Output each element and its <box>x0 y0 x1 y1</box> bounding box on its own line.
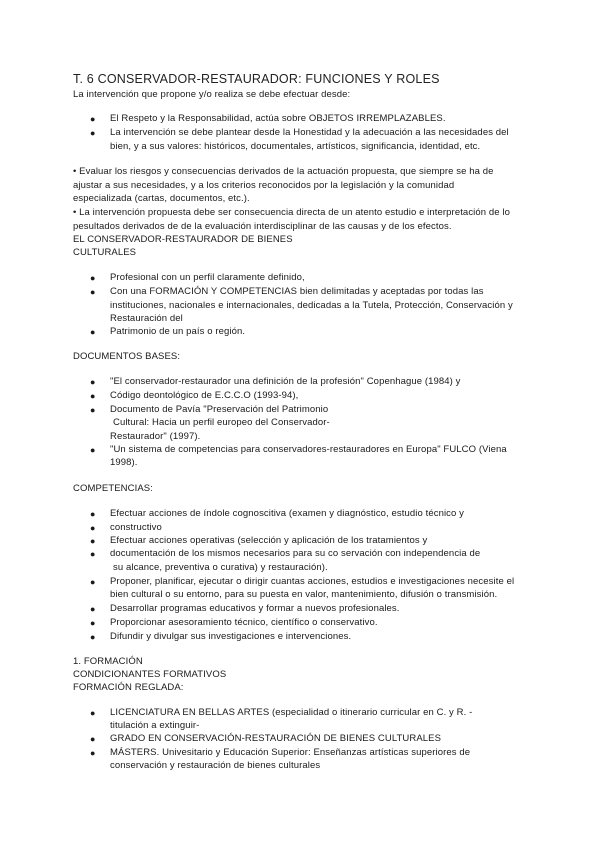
bullet-icon: ● <box>90 405 96 415</box>
section-heading: EL CONSERVADOR-RESTAURADOR DE BIENES <box>73 234 293 245</box>
list-item: El Respeto y la Responsabilidad, actúa sobre OBJETOS IRREMPLAZABLES. <box>110 113 446 124</box>
section-heading: DOCUMENTOS BASES: <box>73 351 181 362</box>
list-item: documentación de los mismos necesarios para su co servación con independencia de <box>110 548 481 559</box>
list-item: Cultural: Hacia un perfil europeo del Conservador- <box>113 417 330 428</box>
list-item: Efectuar acciones operativas (selección y aplicación de los tratamientos y <box>110 535 428 546</box>
list-item: Efectuar acciones de índole cognoscitiva (examen y diagnóstico, estudio técnico y <box>110 508 464 519</box>
bullet-icon: ● <box>90 128 96 138</box>
bullet-icon: ● <box>90 114 96 124</box>
bullet-icon: ● <box>90 708 96 718</box>
bullet-icon: ● <box>90 604 96 614</box>
list-item: 1998). <box>110 457 138 468</box>
bullet-icon: ● <box>90 536 96 546</box>
bullet-icon: ● <box>90 377 96 387</box>
bullet-icon: ● <box>90 734 96 744</box>
bullet-icon: ● <box>90 273 96 283</box>
bullet-icon: ● <box>90 748 96 758</box>
list-item: Profesional con un perfil claramente definido, <box>110 272 305 283</box>
list-item: bien, y a sus valores: históricos, documentales, artísticos, significancia, identidad, etc. <box>110 141 481 152</box>
bullet-icon: ● <box>90 391 96 401</box>
section-heading: COMPETENCIAS: <box>73 483 153 494</box>
section-heading: 1. FORMACIÓN <box>73 656 143 667</box>
section-heading: CONDICIONANTES FORMATIVOS <box>73 669 227 680</box>
list-item: "Un sistema de competencias para conservadores-restauradores en Europa" FULCO (Viena <box>110 444 507 455</box>
list-item: bien cultural o su entorno, para su puesta en valor, mantenimiento, difusión o transmisión. <box>110 589 498 600</box>
bullet-icon: ● <box>90 523 96 533</box>
list-item: "El conservador-restaurador una definición de la profesión" Copenhague (1984) y <box>110 376 461 387</box>
list-item: Proporcionar asesoramiento técnico, científico o conservativo. <box>110 617 378 628</box>
bullet-icon: ● <box>90 445 96 455</box>
bullet-icon: ● <box>90 632 96 642</box>
bullet-icon: ● <box>90 577 96 587</box>
list-item: instituciones, nacionales e internacionales, dedicadas a la Tutela, Protección, Conservación y <box>110 300 513 311</box>
intro-text: La intervención que propone y/o realiza se debe efectuar desde: <box>73 89 351 100</box>
paragraph-line: ajustar a sus necesidades, y a los criterios reconocidos por la legislación y la comunidad <box>73 180 455 191</box>
bullet-icon: ● <box>90 509 96 519</box>
section-heading: FORMACIÓN REGLADA: <box>73 682 184 693</box>
list-item: Proponer, planificar, ejecutar o dirigir cuantas acciones, estudios e investigaciones necesite el <box>110 576 515 587</box>
list-item: La intervención se debe plantear desde la Honestidad y la adecuación a las necesidades del <box>110 127 509 138</box>
list-item: Con una FORMACIÓN Y COMPETENCIAS bien delimitadas y aceptadas por todas las <box>110 286 484 297</box>
list-item: GRADO EN CONSERVACIÓN-RESTAURACIÓN DE BIENES CULTURALES <box>110 733 442 744</box>
list-item: conservación y restauración de bienes culturales <box>110 760 321 771</box>
paragraph-line: • Evaluar los riesgos y consecuencias derivados de la actuación propuesta, que siempre se ha de <box>73 166 494 177</box>
bullet-icon: ● <box>90 618 96 628</box>
paragraph-line: pesultados derivados de de la evaluación interdisciplinar de las causas y de los efectos. <box>73 221 452 232</box>
list-item: Código deontológico de E.C.C.O (1993-94), <box>110 390 299 401</box>
list-item: Restauración del <box>110 313 183 324</box>
paragraph-line: • La intervención propuesta debe ser consecuencia directa de un atento estudio e interpretación de lo <box>73 207 510 218</box>
paragraph-line: especializada (cartas, documentos, etc.). <box>73 193 250 204</box>
bullet-icon: ● <box>90 549 96 559</box>
list-item: Difundir y divulgar sus investigaciones e intervenciones. <box>110 631 352 642</box>
page-title: T. 6 CONSERVADOR-RESTAURADOR: FUNCIONES Y ROLES <box>73 72 440 86</box>
section-heading: CULTURALES <box>73 247 137 258</box>
list-item: constructivo <box>110 522 162 533</box>
bullet-icon: ● <box>90 287 96 297</box>
list-item: LICENCIATURA EN BELLAS ARTES (especialidad o itinerario curricular en C. y R. - <box>110 707 473 718</box>
list-item: Patrimonio de un país o región. <box>110 326 246 337</box>
list-item: MÁSTERS. Univesitario y Educación Superior: Enseñanzas artísticas superiores de <box>110 747 471 758</box>
bullet-icon: ● <box>90 327 96 337</box>
list-item: Documento de Pavía "Preservación del Patrimonio <box>110 404 329 415</box>
list-item: su alcance, preventiva o curativa) y restauración). <box>113 562 328 573</box>
list-item: Restaurador" (1997). <box>110 431 201 442</box>
list-item: titulación a extinguir- <box>110 720 200 731</box>
list-item: Desarrollar programas educativos y formar a nuevos profesionales. <box>110 603 400 614</box>
